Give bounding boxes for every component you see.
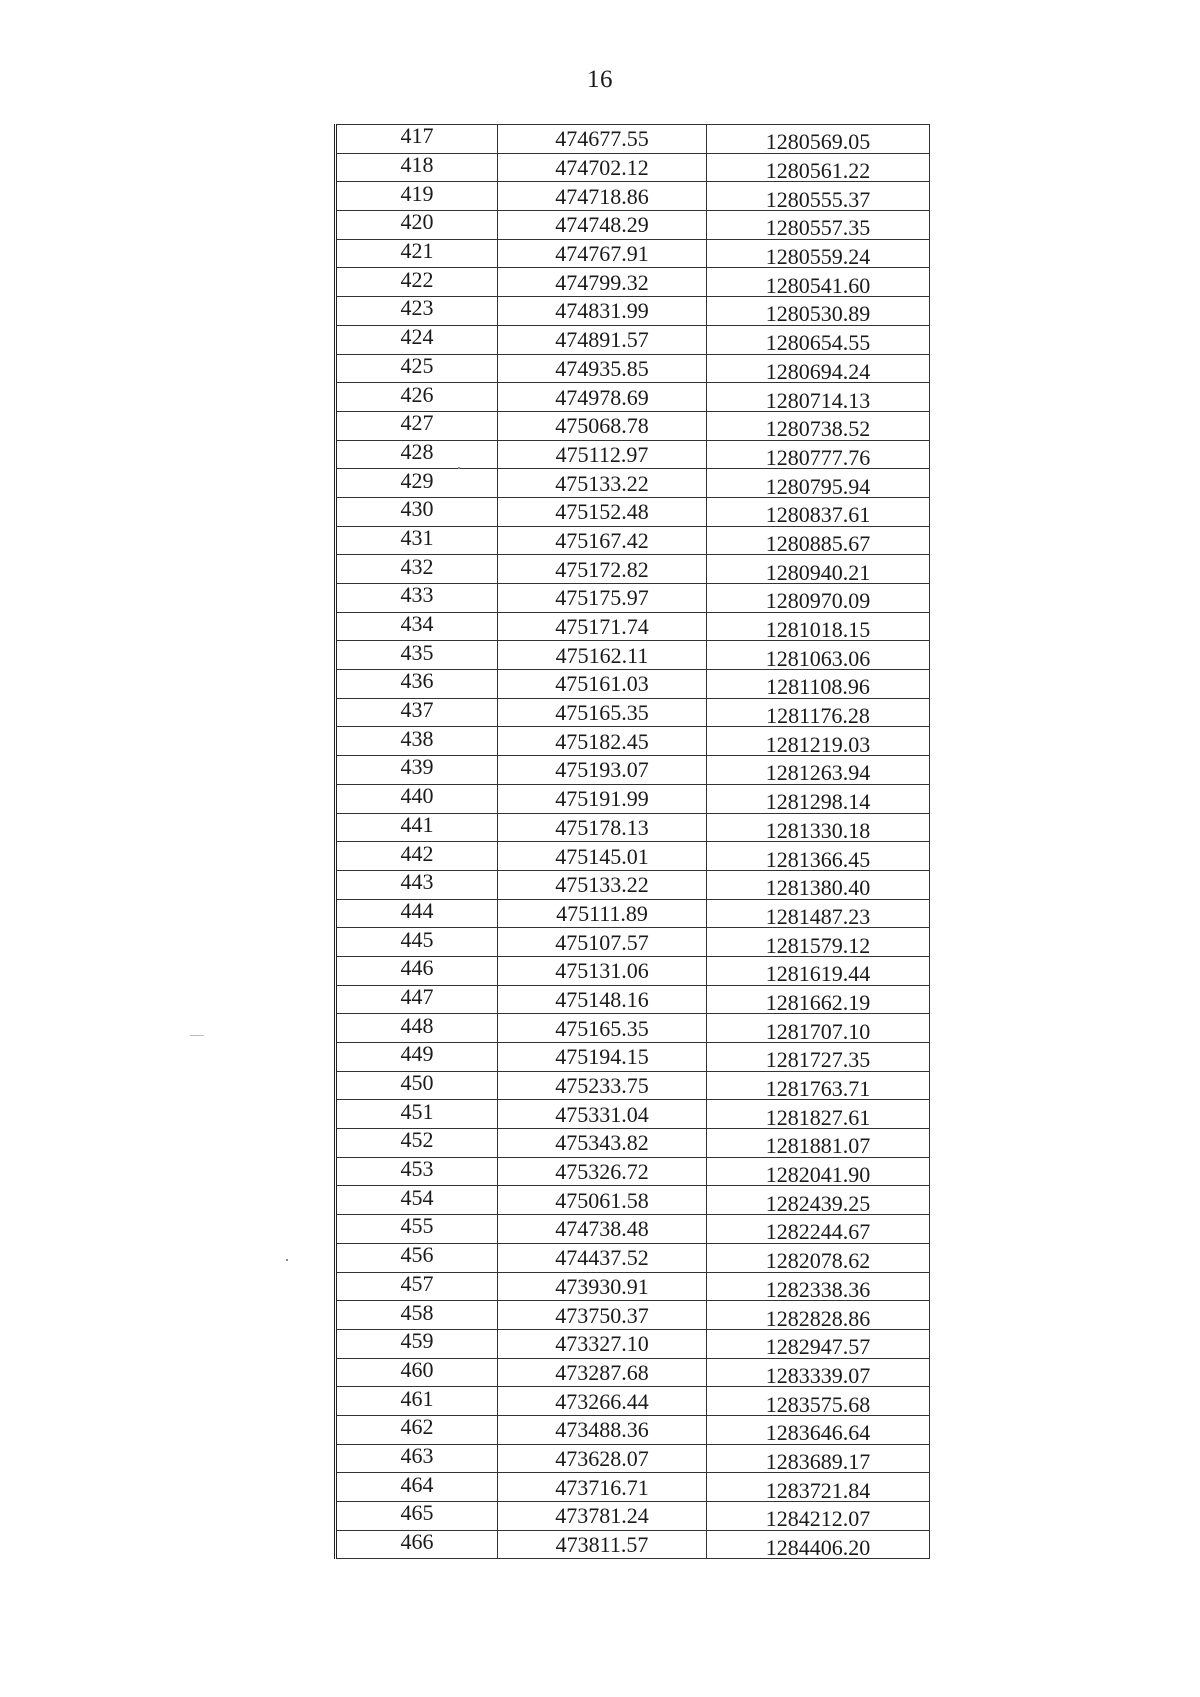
point-number-cell: 419 bbox=[336, 182, 498, 211]
table-row bbox=[336, 325, 930, 354]
x-coordinate-cell: 475172.82 bbox=[498, 555, 707, 584]
x-coordinate-cell: 474748.29 bbox=[498, 211, 707, 240]
table-row bbox=[336, 411, 930, 440]
point-number-cell: 452 bbox=[336, 1129, 498, 1158]
table-row bbox=[336, 1415, 930, 1444]
table-row bbox=[336, 268, 930, 297]
table-row bbox=[336, 1014, 930, 1043]
table-row bbox=[336, 1157, 930, 1186]
point-number-cell: 440 bbox=[336, 784, 498, 813]
y-coordinate-cell: 1283339.07 bbox=[707, 1358, 930, 1387]
table-row bbox=[336, 1100, 930, 1129]
point-number-cell: 453 bbox=[336, 1157, 498, 1186]
point-number-cell: 457 bbox=[336, 1272, 498, 1301]
point-number-cell: 434 bbox=[336, 612, 498, 641]
y-coordinate-cell: 1280738.52 bbox=[707, 411, 930, 440]
point-number-cell: 421 bbox=[336, 239, 498, 268]
table-row bbox=[336, 1473, 930, 1502]
table-row bbox=[336, 985, 930, 1014]
x-coordinate-cell: 473781.24 bbox=[498, 1502, 707, 1531]
x-coordinate-cell: 475171.74 bbox=[498, 612, 707, 641]
table-row bbox=[336, 1272, 930, 1301]
x-coordinate-cell: 475112.97 bbox=[498, 440, 707, 469]
table-row bbox=[336, 297, 930, 326]
y-coordinate-cell: 1283689.17 bbox=[707, 1444, 930, 1473]
point-number-cell: 426 bbox=[336, 383, 498, 412]
point-number-cell: 461 bbox=[336, 1387, 498, 1416]
table-row bbox=[336, 670, 930, 699]
y-coordinate-cell: 1280940.21 bbox=[707, 555, 930, 584]
point-number-cell: 449 bbox=[336, 1043, 498, 1072]
y-coordinate-cell: 1281579.12 bbox=[707, 928, 930, 957]
table-row bbox=[336, 870, 930, 899]
x-coordinate-cell: 475145.01 bbox=[498, 842, 707, 871]
y-coordinate-cell: 1280569.05 bbox=[707, 125, 930, 154]
y-coordinate-cell: 1283646.64 bbox=[707, 1415, 930, 1444]
coordinates-table-body bbox=[336, 125, 930, 1559]
table-row bbox=[336, 555, 930, 584]
y-coordinate-cell: 1281380.40 bbox=[707, 870, 930, 899]
x-coordinate-cell: 473287.68 bbox=[498, 1358, 707, 1387]
table-row bbox=[336, 153, 930, 182]
table-row bbox=[336, 1387, 930, 1416]
point-number-cell: 448 bbox=[336, 1014, 498, 1043]
scan-speck bbox=[190, 1035, 204, 1036]
x-coordinate-cell: 474718.86 bbox=[498, 182, 707, 211]
x-coordinate-cell: 475343.82 bbox=[498, 1129, 707, 1158]
table-row bbox=[336, 497, 930, 526]
table-row bbox=[336, 1243, 930, 1272]
y-coordinate-cell: 1281018.15 bbox=[707, 612, 930, 641]
x-coordinate-cell: 475165.35 bbox=[498, 698, 707, 727]
point-number-cell: 422 bbox=[336, 268, 498, 297]
table-row bbox=[336, 1129, 930, 1158]
table-row bbox=[336, 1530, 930, 1559]
x-coordinate-cell: 475191.99 bbox=[498, 784, 707, 813]
y-coordinate-cell: 1281219.03 bbox=[707, 727, 930, 756]
point-number-cell: 450 bbox=[336, 1071, 498, 1100]
x-coordinate-cell: 473628.07 bbox=[498, 1444, 707, 1473]
y-coordinate-cell: 1280530.89 bbox=[707, 297, 930, 326]
x-coordinate-cell: 474935.85 bbox=[498, 354, 707, 383]
table-row bbox=[336, 1329, 930, 1358]
x-coordinate-cell: 474702.12 bbox=[498, 153, 707, 182]
y-coordinate-cell: 1281662.19 bbox=[707, 985, 930, 1014]
x-coordinate-cell: 475175.97 bbox=[498, 584, 707, 613]
x-coordinate-cell: 475178.13 bbox=[498, 813, 707, 842]
x-coordinate-cell: 475233.75 bbox=[498, 1071, 707, 1100]
y-coordinate-cell: 1283575.68 bbox=[707, 1387, 930, 1416]
table-row bbox=[336, 526, 930, 555]
point-number-cell: 437 bbox=[336, 698, 498, 727]
x-coordinate-cell: 473327.10 bbox=[498, 1329, 707, 1358]
y-coordinate-cell: 1283721.84 bbox=[707, 1473, 930, 1502]
table-row bbox=[336, 899, 930, 928]
x-coordinate-cell: 473716.71 bbox=[498, 1473, 707, 1502]
scan-speck bbox=[458, 467, 460, 469]
point-number-cell: 431 bbox=[336, 526, 498, 555]
point-number-cell: 456 bbox=[336, 1243, 498, 1272]
y-coordinate-cell: 1282947.57 bbox=[707, 1329, 930, 1358]
table-row bbox=[336, 584, 930, 613]
x-coordinate-cell: 474978.69 bbox=[498, 383, 707, 412]
x-coordinate-cell: 475326.72 bbox=[498, 1157, 707, 1186]
point-number-cell: 460 bbox=[336, 1358, 498, 1387]
point-number-cell: 458 bbox=[336, 1301, 498, 1330]
x-coordinate-cell: 475133.22 bbox=[498, 469, 707, 498]
point-number-cell: 445 bbox=[336, 928, 498, 957]
x-coordinate-cell: 473266.44 bbox=[498, 1387, 707, 1416]
coordinates-table bbox=[334, 124, 930, 1559]
x-coordinate-cell: 474799.32 bbox=[498, 268, 707, 297]
point-number-cell: 427 bbox=[336, 411, 498, 440]
y-coordinate-cell: 1281881.07 bbox=[707, 1129, 930, 1158]
point-number-cell: 447 bbox=[336, 985, 498, 1014]
x-coordinate-cell: 473930.91 bbox=[498, 1272, 707, 1301]
y-coordinate-cell: 1281330.18 bbox=[707, 813, 930, 842]
table-row bbox=[336, 383, 930, 412]
y-coordinate-cell: 1281727.35 bbox=[707, 1043, 930, 1072]
table-row bbox=[336, 1444, 930, 1473]
y-coordinate-cell: 1280557.35 bbox=[707, 211, 930, 240]
point-number-cell: 420 bbox=[336, 211, 498, 240]
table-row bbox=[336, 1301, 930, 1330]
point-number-cell: 441 bbox=[336, 813, 498, 842]
y-coordinate-cell: 1281827.61 bbox=[707, 1100, 930, 1129]
table-row bbox=[336, 813, 930, 842]
point-number-cell: 439 bbox=[336, 756, 498, 785]
y-coordinate-cell: 1280777.76 bbox=[707, 440, 930, 469]
table-row bbox=[336, 928, 930, 957]
y-coordinate-cell: 1280561.22 bbox=[707, 153, 930, 182]
table-row bbox=[336, 1186, 930, 1215]
x-coordinate-cell: 475148.16 bbox=[498, 985, 707, 1014]
x-coordinate-cell: 475131.06 bbox=[498, 956, 707, 985]
y-coordinate-cell: 1281763.71 bbox=[707, 1071, 930, 1100]
x-coordinate-cell: 475068.78 bbox=[498, 411, 707, 440]
table-row bbox=[336, 125, 930, 154]
point-number-cell: 424 bbox=[336, 325, 498, 354]
y-coordinate-cell: 1281707.10 bbox=[707, 1014, 930, 1043]
table-row bbox=[336, 211, 930, 240]
point-number-cell: 466 bbox=[336, 1530, 498, 1559]
table-row bbox=[336, 1043, 930, 1072]
point-number-cell: 465 bbox=[336, 1502, 498, 1531]
table-row bbox=[336, 440, 930, 469]
point-number-cell: 442 bbox=[336, 842, 498, 871]
x-coordinate-cell: 474891.57 bbox=[498, 325, 707, 354]
point-number-cell: 423 bbox=[336, 297, 498, 326]
x-coordinate-cell: 474831.99 bbox=[498, 297, 707, 326]
table-row bbox=[336, 354, 930, 383]
x-coordinate-cell: 474437.52 bbox=[498, 1243, 707, 1272]
table-row bbox=[336, 641, 930, 670]
x-coordinate-cell: 475133.22 bbox=[498, 870, 707, 899]
y-coordinate-cell: 1280541.60 bbox=[707, 268, 930, 297]
x-coordinate-cell: 475161.03 bbox=[498, 670, 707, 699]
table-row bbox=[336, 1071, 930, 1100]
y-coordinate-cell: 1281366.45 bbox=[707, 842, 930, 871]
point-number-cell: 443 bbox=[336, 870, 498, 899]
x-coordinate-cell: 475194.15 bbox=[498, 1043, 707, 1072]
x-coordinate-cell: 474738.48 bbox=[498, 1215, 707, 1244]
y-coordinate-cell: 1280555.37 bbox=[707, 182, 930, 211]
x-coordinate-cell: 473488.36 bbox=[498, 1415, 707, 1444]
table-row bbox=[336, 727, 930, 756]
y-coordinate-cell: 1282828.86 bbox=[707, 1301, 930, 1330]
point-number-cell: 436 bbox=[336, 670, 498, 699]
y-coordinate-cell: 1280714.13 bbox=[707, 383, 930, 412]
point-number-cell: 444 bbox=[336, 899, 498, 928]
scan-speck bbox=[286, 1259, 288, 1261]
point-number-cell: 459 bbox=[336, 1329, 498, 1358]
table-row bbox=[336, 469, 930, 498]
point-number-cell: 432 bbox=[336, 555, 498, 584]
x-coordinate-cell: 473811.57 bbox=[498, 1530, 707, 1559]
table-row bbox=[336, 698, 930, 727]
point-number-cell: 435 bbox=[336, 641, 498, 670]
x-coordinate-cell: 475162.11 bbox=[498, 641, 707, 670]
point-number-cell: 428 bbox=[336, 440, 498, 469]
y-coordinate-cell: 1281298.14 bbox=[707, 784, 930, 813]
y-coordinate-cell: 1282338.36 bbox=[707, 1272, 930, 1301]
x-coordinate-cell: 473750.37 bbox=[498, 1301, 707, 1330]
y-coordinate-cell: 1280885.67 bbox=[707, 526, 930, 555]
table-row bbox=[336, 1215, 930, 1244]
table-row bbox=[336, 1358, 930, 1387]
y-coordinate-cell: 1284212.07 bbox=[707, 1502, 930, 1531]
table-row bbox=[336, 756, 930, 785]
y-coordinate-cell: 1282041.90 bbox=[707, 1157, 930, 1186]
point-number-cell: 454 bbox=[336, 1186, 498, 1215]
x-coordinate-cell: 475167.42 bbox=[498, 526, 707, 555]
point-number-cell: 417 bbox=[336, 125, 498, 154]
y-coordinate-cell: 1282078.62 bbox=[707, 1243, 930, 1272]
point-number-cell: 451 bbox=[336, 1100, 498, 1129]
x-coordinate-cell: 475165.35 bbox=[498, 1014, 707, 1043]
x-coordinate-cell: 475193.07 bbox=[498, 756, 707, 785]
x-coordinate-cell: 475061.58 bbox=[498, 1186, 707, 1215]
y-coordinate-cell: 1280654.55 bbox=[707, 325, 930, 354]
x-coordinate-cell: 475331.04 bbox=[498, 1100, 707, 1129]
y-coordinate-cell: 1282439.25 bbox=[707, 1186, 930, 1215]
y-coordinate-cell: 1281108.96 bbox=[707, 670, 930, 699]
point-number-cell: 464 bbox=[336, 1473, 498, 1502]
table-row bbox=[336, 182, 930, 211]
y-coordinate-cell: 1282244.67 bbox=[707, 1215, 930, 1244]
table-row bbox=[336, 842, 930, 871]
table-row bbox=[336, 1502, 930, 1531]
table-row bbox=[336, 612, 930, 641]
point-number-cell: 438 bbox=[336, 727, 498, 756]
y-coordinate-cell: 1281619.44 bbox=[707, 956, 930, 985]
y-coordinate-cell: 1280970.09 bbox=[707, 584, 930, 613]
y-coordinate-cell: 1280694.24 bbox=[707, 354, 930, 383]
point-number-cell: 430 bbox=[336, 497, 498, 526]
point-number-cell: 446 bbox=[336, 956, 498, 985]
x-coordinate-cell: 475111.89 bbox=[498, 899, 707, 928]
y-coordinate-cell: 1281063.06 bbox=[707, 641, 930, 670]
y-coordinate-cell: 1281176.28 bbox=[707, 698, 930, 727]
point-number-cell: 455 bbox=[336, 1215, 498, 1244]
y-coordinate-cell: 1280795.94 bbox=[707, 469, 930, 498]
y-coordinate-cell: 1280559.24 bbox=[707, 239, 930, 268]
x-coordinate-cell: 475182.45 bbox=[498, 727, 707, 756]
table-row bbox=[336, 956, 930, 985]
table-row bbox=[336, 784, 930, 813]
x-coordinate-cell: 474767.91 bbox=[498, 239, 707, 268]
point-number-cell: 418 bbox=[336, 153, 498, 182]
y-coordinate-cell: 1284406.20 bbox=[707, 1530, 930, 1559]
x-coordinate-cell: 475152.48 bbox=[498, 497, 707, 526]
y-coordinate-cell: 1281263.94 bbox=[707, 756, 930, 785]
point-number-cell: 463 bbox=[336, 1444, 498, 1473]
table-row bbox=[336, 239, 930, 268]
y-coordinate-cell: 1280837.61 bbox=[707, 497, 930, 526]
point-number-cell: 425 bbox=[336, 354, 498, 383]
y-coordinate-cell: 1281487.23 bbox=[707, 899, 930, 928]
point-number-cell: 429 bbox=[336, 469, 498, 498]
point-number-cell: 462 bbox=[336, 1415, 498, 1444]
point-number-cell: 433 bbox=[336, 584, 498, 613]
x-coordinate-cell: 475107.57 bbox=[498, 928, 707, 957]
x-coordinate-cell: 474677.55 bbox=[498, 125, 707, 154]
page-number: 16 bbox=[587, 66, 613, 93]
